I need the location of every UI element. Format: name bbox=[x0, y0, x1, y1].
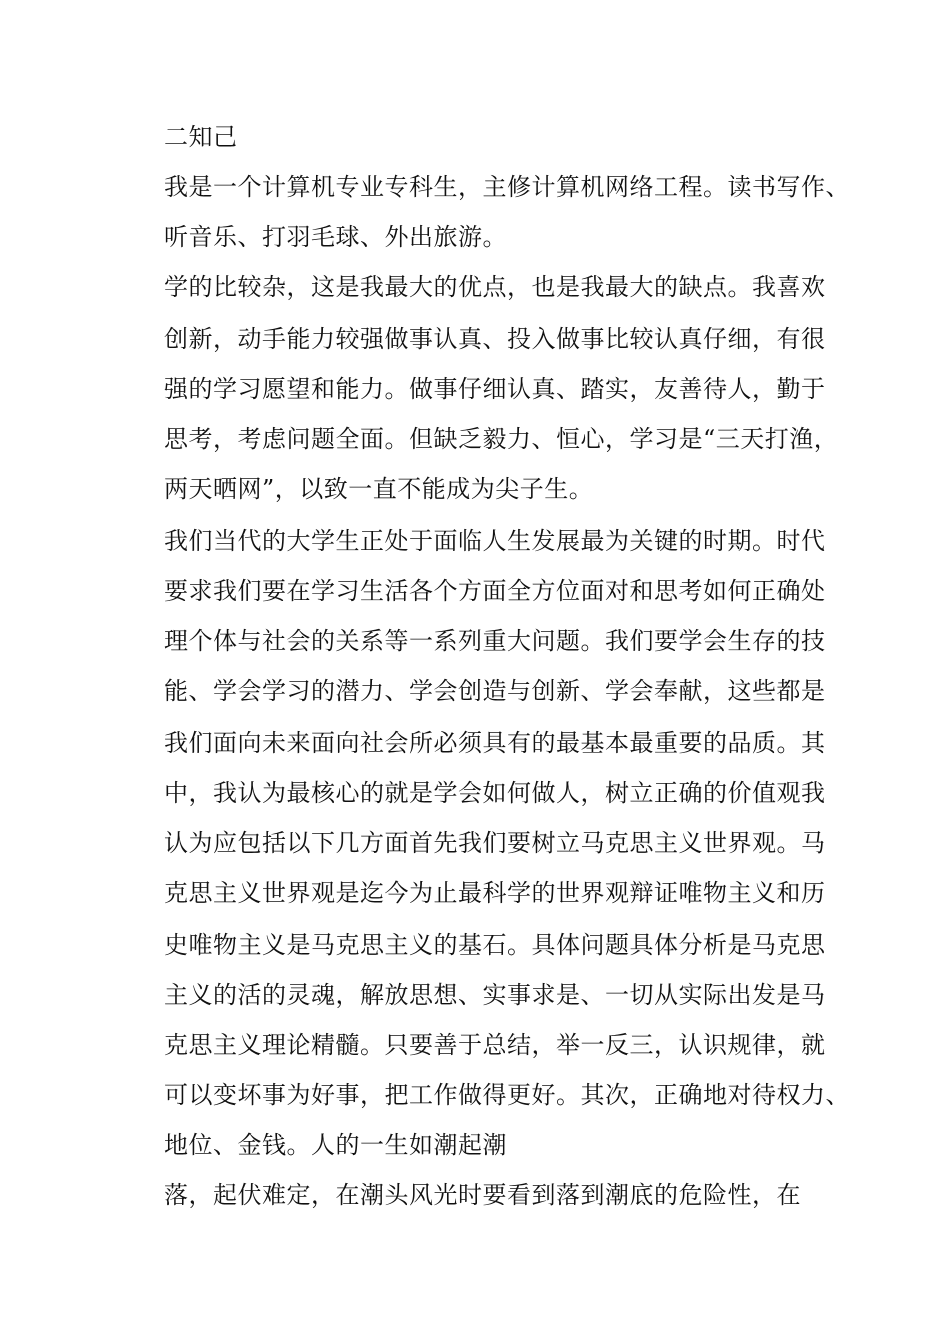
text-line: 史唯物主义是马克思主义的基石。具体问题具体分析是马克思 bbox=[164, 931, 826, 959]
text-line: 我们面向未来面向社会所必须具有的最基本最重要的品质。其 bbox=[164, 729, 826, 757]
text-line: 可以变坏事为好事，把工作做得更好。其次，正确地对待权力、 bbox=[164, 1081, 850, 1109]
text-line: 理个体与社会的关系等一系列重大问题。我们要学会生存的技 bbox=[164, 627, 826, 655]
text-line: 强的学习愿望和能力。做事仔细认真、踏实，友善待人，勤于 bbox=[164, 375, 826, 403]
text-line: 地位、金钱。人的一生如潮起潮 bbox=[164, 1131, 507, 1159]
text-line: 我们当代的大学生正处于面临人生发展最为关键的时期。时代 bbox=[164, 527, 826, 555]
text-line: 落，起伏难定，在潮头风光时要看到落到潮底的危险性，在 bbox=[164, 1181, 801, 1209]
text-line: 学的比较杂，这是我最大的优点，也是我最大的缺点。我喜欢 bbox=[164, 273, 826, 301]
text-line: 创新，动手能力较强做事认真、投入做事比较认真仔细，有很 bbox=[164, 325, 826, 353]
text-line: 听音乐、打羽毛球、外出旅游。 bbox=[164, 223, 507, 251]
text-line: 克思主义世界观是迄今为止最科学的世界观辩证唯物主义和历 bbox=[164, 879, 826, 907]
text-line: 认为应包括以下几方面首先我们要树立马克思主义世界观。马 bbox=[164, 829, 826, 857]
document-heading: 二知己 bbox=[164, 123, 238, 151]
text-line: 能、学会学习的潜力、学会创造与创新、学会奉献，这些都是 bbox=[164, 677, 826, 705]
text-line: 我是一个计算机专业专科生，主修计算机网络工程。读书写作、 bbox=[164, 173, 850, 201]
text-line: 两天晒网”，以致一直不能成为尖子生。 bbox=[164, 475, 594, 503]
text-line: 中，我认为最核心的就是学会如何做人，树立正确的价值观我 bbox=[164, 779, 826, 807]
text-line: 要求我们要在学习生活各个方面全方位面对和思考如何正确处 bbox=[164, 577, 826, 605]
text-line: 克思主义理论精髓。只要善于总结，举一反三，认识规律，就 bbox=[164, 1031, 826, 1059]
text-line: 思考，考虑问题全面。但缺乏毅力、恒心，学习是“三天打渔， bbox=[164, 425, 839, 453]
text-line: 主义的活的灵魂，解放思想、实事求是、一切从实际出发是马 bbox=[164, 981, 826, 1009]
